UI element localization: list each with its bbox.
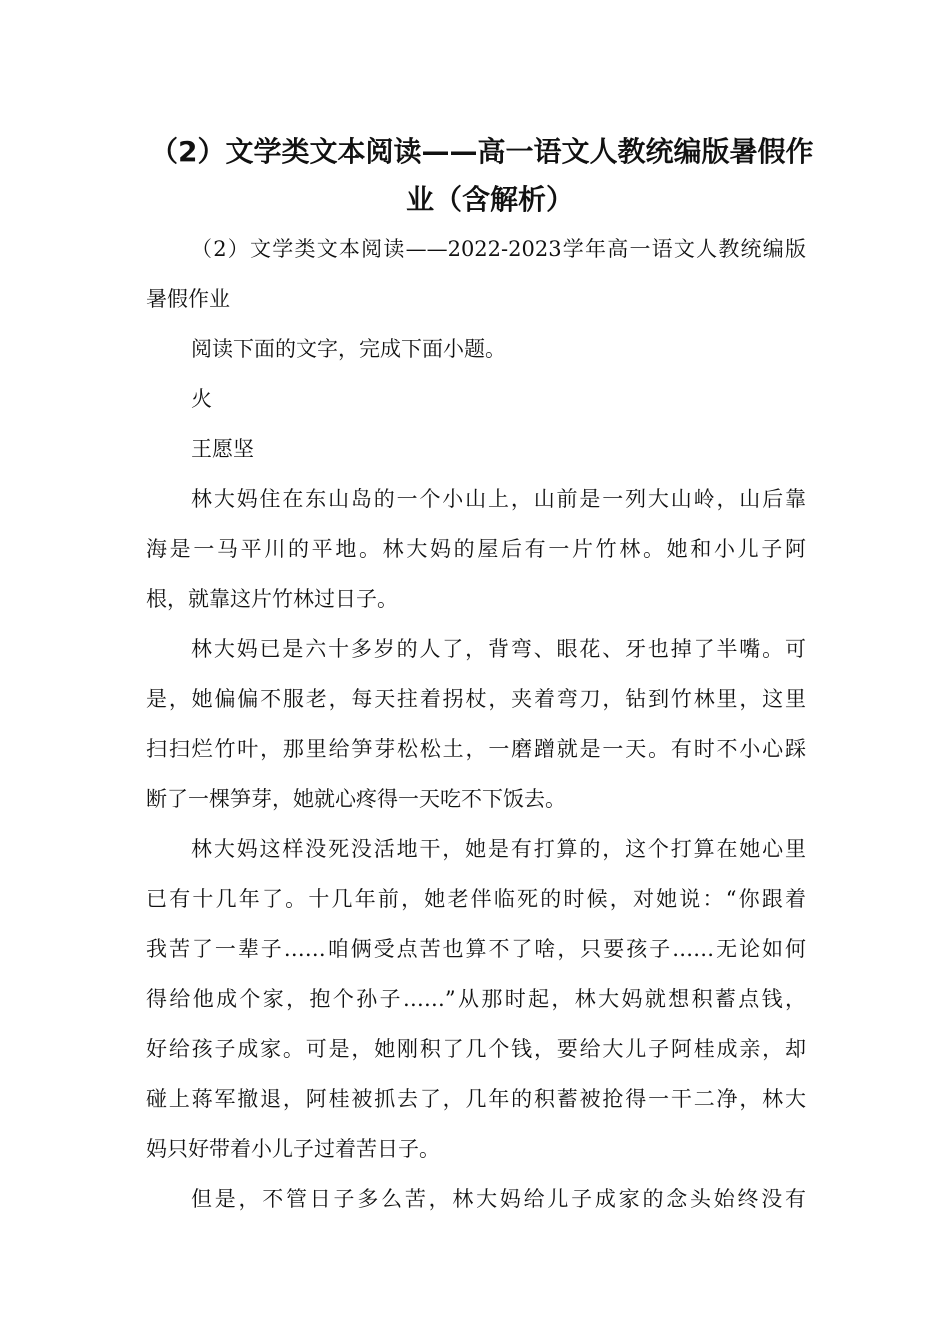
text-line: 暑假作业 (146, 287, 230, 311)
text-line: 林大妈住在东山岛的一个小山上，山前是一列大山岭，山后靠 (191, 487, 806, 511)
title-line-1: （2）文学类文本阅读——高一语文人教统编版暑假作 (150, 135, 814, 168)
text-line: 林大妈这样没死没活地干，她是有打算的，这个打算在她心里 (191, 837, 806, 861)
document-title (150, 128, 830, 224)
text-line: 已有十几年了。十几年前，她老伴临死的时候，对她说：“你跟着 (146, 887, 806, 911)
title-line-2: 业（含解析） (405, 183, 574, 216)
text-line: 得给他成个家，抱个孙子……”从那时起，林大妈就想积蓄点钱， (146, 987, 806, 1011)
text-line: （2）文学类文本阅读——2022-2023学年高一语文人教统编版 (191, 237, 806, 261)
text-line: 好给孩子成家。可是，她刚积了几个钱，要给大儿子阿桂成亲，却 (146, 1037, 806, 1061)
text-line: 王愿坚 (191, 437, 254, 461)
text-line: 是，她偏偏不服老，每天拄着拐杖，夹着弯刀，钻到竹林里，这里 (146, 687, 806, 711)
text-line: 但是，不管日子多么苦，林大妈给儿子成家的念头始终没有 (191, 1187, 806, 1211)
text-line: 火 (191, 387, 212, 411)
text-line: 碰上蒋军撤退，阿桂被抓去了，几年的积蓄被抢得一干二净，林大 (146, 1087, 806, 1111)
text-line: 海是一马平川的平地。林大妈的屋后有一片竹林。她和小儿子阿 (146, 537, 806, 561)
text-line: 我苦了一辈子……咱俩受点苦也算不了啥，只要孩子……无论如何 (146, 937, 806, 961)
text-line: 妈只好带着小儿子过着苦日子。 (146, 1137, 440, 1161)
text-line: 根，就靠这片竹林过日子。 (146, 587, 398, 611)
document-body (146, 224, 806, 1224)
text-line: 阅读下面的文字，完成下面小题。 (191, 337, 506, 361)
text-line: 扫扫烂竹叶，那里给笋芽松松土，一磨蹭就是一天。有时不小心踩 (146, 737, 806, 761)
text-line: 断了一棵笋芽，她就心疼得一天吃不下饭去。 (146, 787, 566, 811)
text-line: 林大妈已是六十多岁的人了，背弯、眼花、牙也掉了半嘴。可 (191, 637, 806, 661)
